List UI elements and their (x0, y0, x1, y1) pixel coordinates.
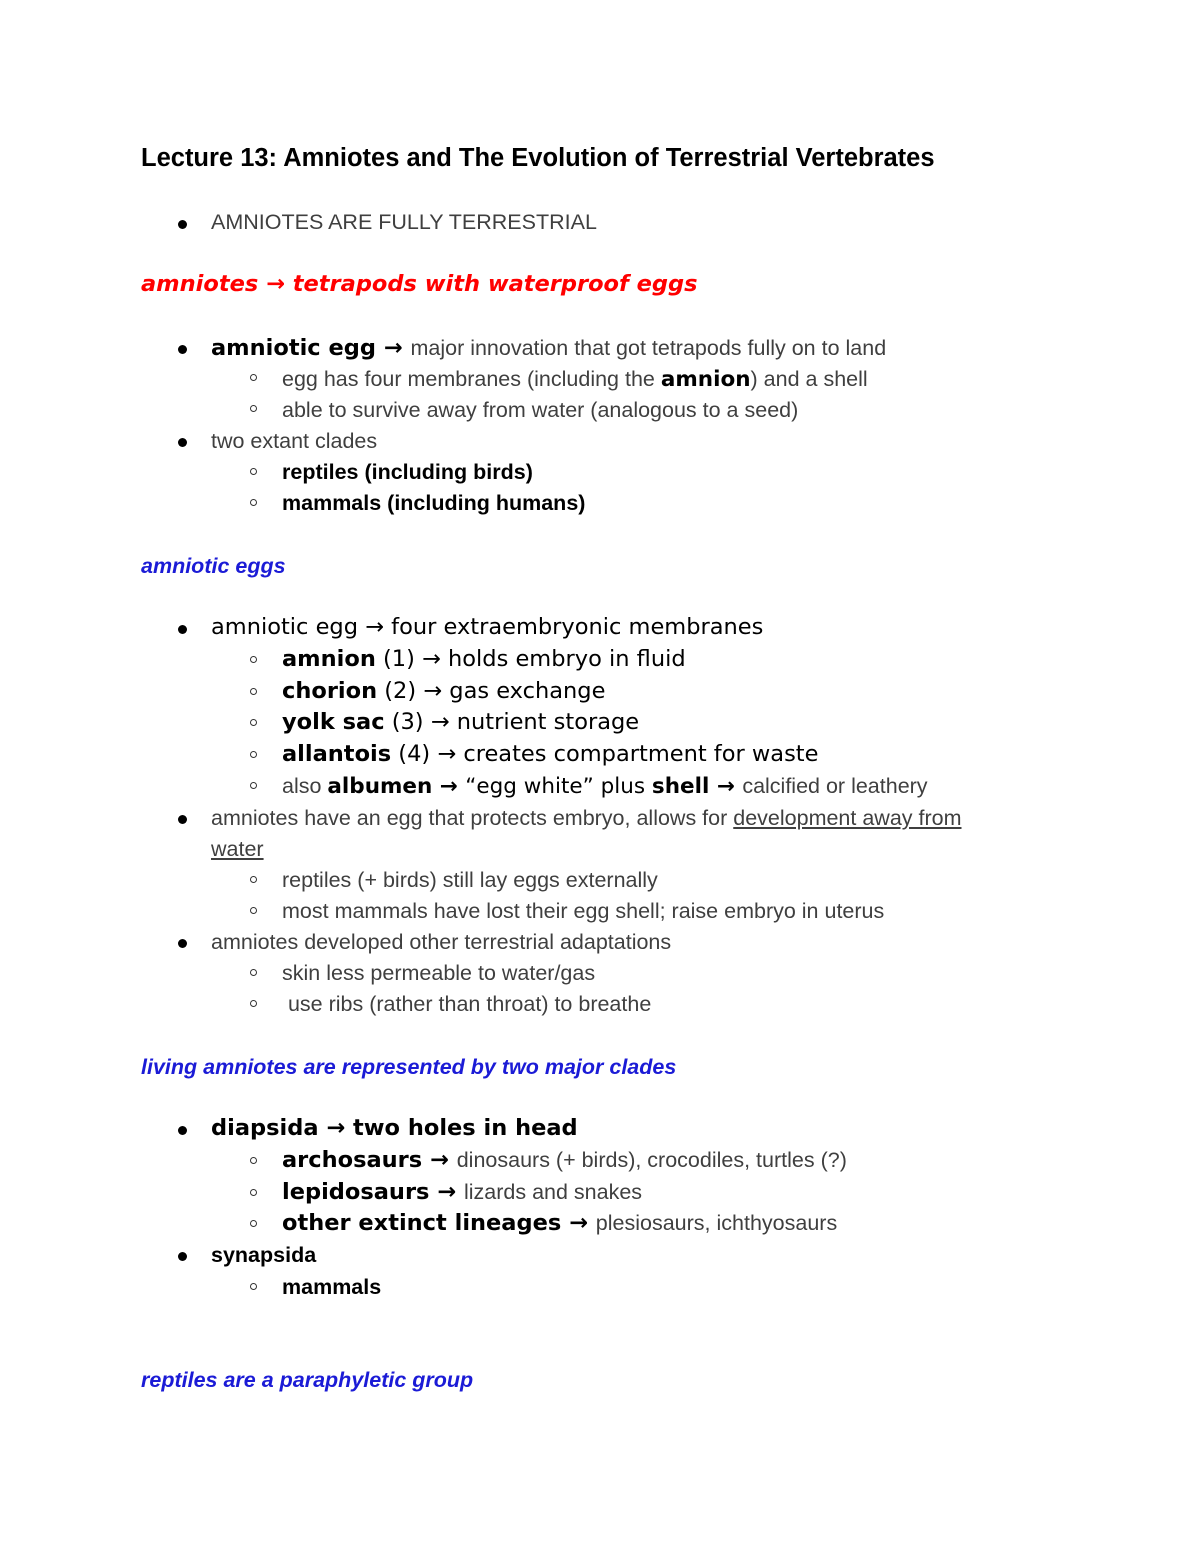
sub-bullet-circle (250, 405, 257, 412)
list-item: reptiles (+ birds) still lay eggs externally (282, 868, 658, 892)
membrane-item: also albumen → “egg white” plus shell → calcified or leathery (282, 774, 928, 799)
bullet-dot (178, 625, 187, 634)
intro-bullet: AMNIOTES ARE FULLY TERRESTRIAL (211, 210, 597, 234)
section-heading-reptiles: reptiles are a paraphyletic group (141, 1368, 474, 1392)
sub-bullet-circle (250, 1157, 257, 1164)
membrane-item: allantois (4) → creates compartment for waste (282, 741, 819, 767)
membrane-item: yolk sac (3) → nutrient storage (282, 709, 640, 735)
bullet-dot (178, 939, 187, 948)
list-item: other extinct lineages → plesiosaurs, ichthyosaurs (282, 1210, 838, 1236)
section-heading-eggs: amniotic eggs (141, 554, 286, 578)
bullet-dot (178, 345, 187, 354)
list-item: lepidosaurs → lizards and snakes (282, 1179, 643, 1205)
sub-bullet-circle (250, 1283, 257, 1290)
list-item: mammals (282, 1275, 382, 1299)
list-item: diapsida → two holes in head (211, 1115, 578, 1141)
bullet-dot (178, 438, 187, 447)
section-heading-living: living amniotes are represented by two major clades (141, 1055, 677, 1079)
list-item-continuation: water (211, 837, 264, 861)
bullet-dot (178, 815, 187, 824)
sub-bullet-circle (250, 782, 257, 789)
sub-bullet-circle (250, 688, 257, 695)
list-item: archosaurs → dinosaurs (+ birds), crocodiles, turtles (?) (282, 1147, 847, 1173)
sub-bullet-circle (250, 751, 257, 758)
bullet-dot (178, 1126, 187, 1135)
sub-bullet-circle (250, 468, 257, 475)
sub-bullet-circle (250, 876, 257, 883)
membrane-item: amnion (1) → holds embryo in fluid (282, 646, 686, 672)
page-title: Lecture 13: Amniotes and The Evolution of Terrestrial Vertebrates (141, 144, 935, 172)
list-item: use ribs (rather than throat) to breathe (282, 992, 652, 1016)
sub-bullet-circle (250, 656, 257, 663)
list-item: egg has four membranes (including the amnion) and a shell (282, 367, 868, 392)
bullet-dot (178, 220, 187, 229)
membrane-item: chorion (2) → gas exchange (282, 678, 606, 704)
list-item: mammals (including humans) (282, 491, 586, 515)
list-item: amniotes developed other terrestrial adaptations (211, 930, 672, 954)
sub-bullet-circle (250, 1000, 257, 1007)
list-item: most mammals have lost their egg shell; raise embryo in uterus (282, 899, 885, 923)
list-item: amniotic egg → major innovation that got tetrapods fully on to land (211, 335, 887, 361)
sub-bullet-circle (250, 499, 257, 506)
list-item: reptiles (including birds) (282, 460, 533, 484)
sub-bullet-circle (250, 1189, 257, 1196)
sub-bullet-circle (250, 907, 257, 914)
list-item: synapsida (211, 1243, 317, 1267)
list-item: two extant clades (211, 429, 378, 453)
list-item: amniotes have an egg that protects embryo, allows for development away from (211, 806, 962, 830)
sub-bullet-circle (250, 374, 257, 381)
sub-bullet-circle (250, 969, 257, 976)
list-item: able to survive away from water (analogous to a seed) (282, 398, 799, 422)
sub-bullet-circle (250, 1220, 257, 1227)
section-heading-amniotes: amniotes → tetrapods with waterproof eggs (141, 271, 698, 297)
bullet-dot (178, 1252, 187, 1261)
list-item: amniotic egg → four extraembryonic membranes (211, 614, 764, 640)
sub-bullet-circle (250, 719, 257, 726)
list-item: skin less permeable to water/gas (282, 961, 596, 985)
